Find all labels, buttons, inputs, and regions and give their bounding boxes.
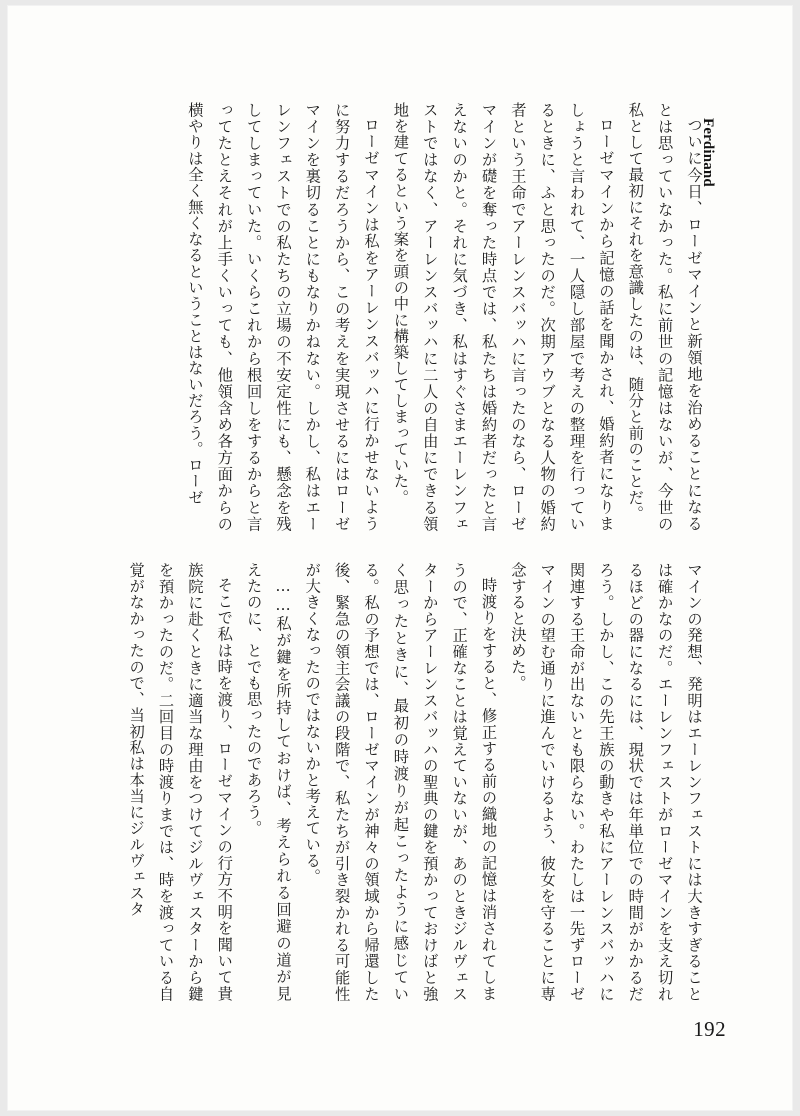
paragraph: マインの発想、発明はエーレンフェストには大きすぎることは確かなのだ。エーレンフェストがローゼマインを支え切れるほどの器になるには、現状では年単位での時間がかかるだろう。しかし、この先王族の動きや私にアーレンスバッハに関連する王命が出ないとも限らない。わたしは一先ずローゼマインの望む通りに進んでいけるよう、彼女を守ることに専念すると決めた。 [508, 562, 703, 1002]
page-sheet [8, 6, 792, 1110]
paragraph: ローゼマインから記憶の話を聞かされ、婚約者になりましょうと言われて、一人隠し部屋で考えの整理を行っているときに、ふと思ったのだ。次期アウブとなる人物の婚約者という王命でアーレンスバッハに言ったのなら、ローゼマインが礎を奪った時点では、私たちは婚約者だったと言えないのかと。それに気づき、私はすぐさまエーレンフェストではなく、アーレンスバッハに二人の自由にできる領地を建てるという案を頭の中に構築してしまっていた。 [391, 102, 615, 532]
paragraph: ローゼマインは私をアーレンスバッハに行かせないように努力するだろうから、この考えを実現させるにはローゼマインを裏切ることにもなりかねない。しかし、私はエーレンフェストでの私たちの立場の不安定性にも、懸念を残してしまっていた。いくらこれから根回しをするからと言ってたとえそれが上手くいっても、他領含め各方面からの横やりは全く無くなるということはないだろう。ローゼ [185, 102, 381, 532]
page-body [8, 6, 792, 1110]
paragraph: そこで私は時を渡り、ローゼマインの行方不明を聞いて貴族院に赴くときに適当な理由をつけてジルヴェスターから鍵を預かったのだ。二回目の時渡りまでは、時を渡っている自覚がなかったので、当初私は本当にジルヴェスタ [127, 562, 234, 1002]
paragraph: ……私が鍵を所持しておけば、考えられる回避の道が見えたのに、とでも思ったのであろう。 [244, 562, 292, 1002]
body-text-lower [88, 562, 708, 1002]
paragraph: 時渡りをすると、修正する前の織地の記憶は消されてしまうので、正確なことは覚えていないが、あのときジルヴェスターからアーレンスバッハの聖典の鍵を預かっておけばと強く思ったときに、最初の時渡りが起こったように感じている。私の予想では、ローゼマインが神々の領域から帰還した後、緊急の領主会議の段階で、私たちが引き裂かれる可能性が大きくなったのではないかと考えている。 [303, 562, 498, 1002]
chapter-title: Ferdinand [700, 118, 716, 187]
page-number: 192 [693, 1017, 726, 1041]
paragraph: ついに今日、ローゼマインと新領地を治めることになるとは思っていなかった。私に前世の記憶はないが、今世の私として最初にそれを意識したのは、随分と前のことだ。 [626, 102, 703, 532]
body-text-upper [88, 102, 708, 532]
